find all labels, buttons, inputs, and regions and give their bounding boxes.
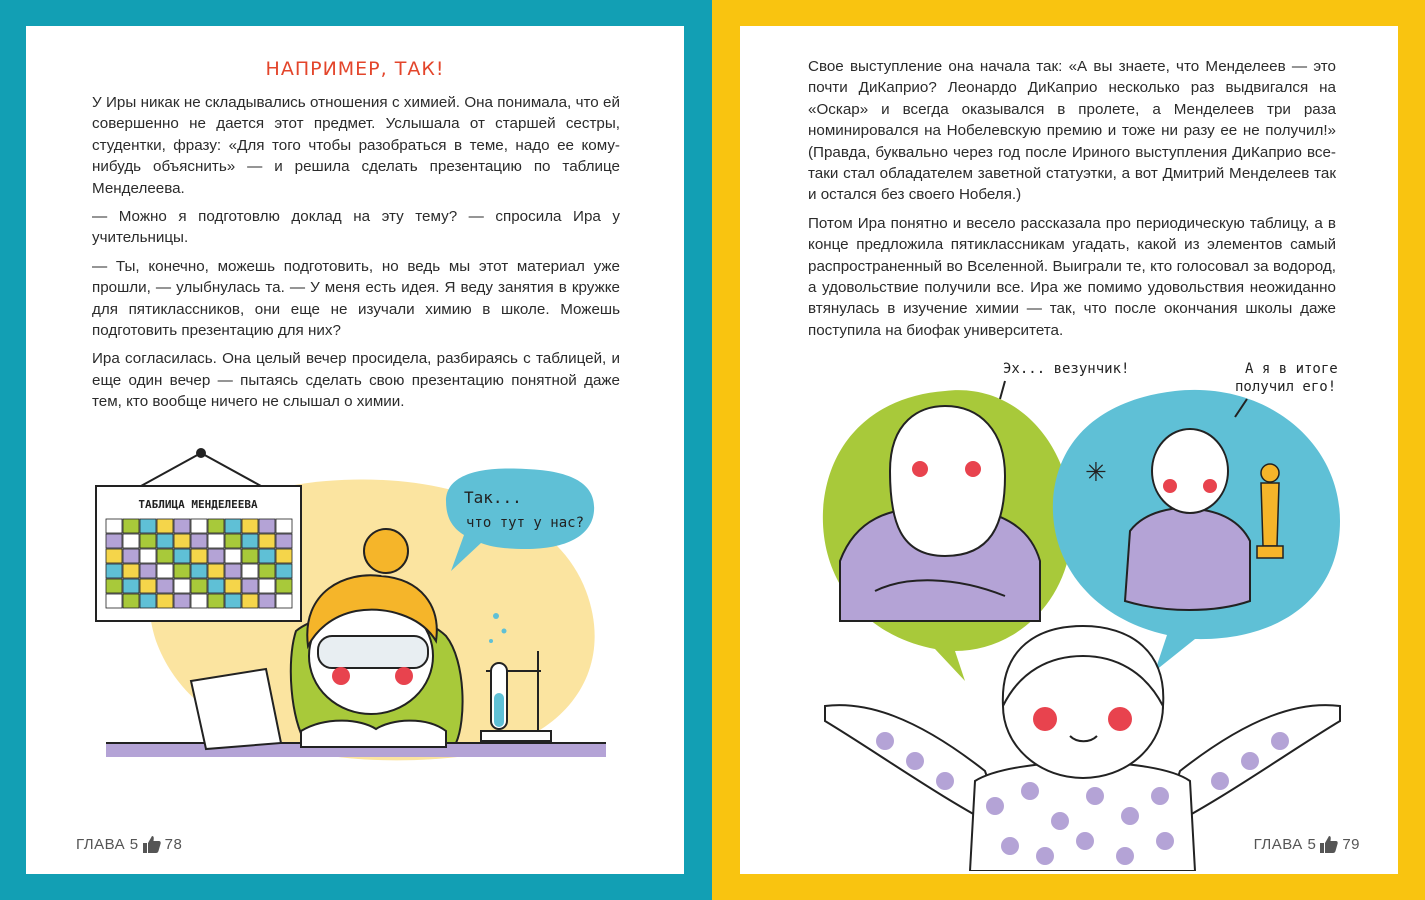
table-cell	[225, 534, 241, 548]
table-cell	[276, 534, 292, 548]
bubble-line-2: что тут у нас?	[466, 515, 585, 531]
table-cell	[242, 519, 258, 533]
table-cell	[276, 519, 292, 533]
table-cell	[157, 519, 173, 533]
table-cell	[259, 549, 275, 563]
paragraph: — Ты, конечно, можешь подготовить, но ведь мы этот материал уже прошли, — улыбнулась та. — У меня есть идея. Я веду занятия в кружке для пятиклассников, они еще не изучали химию в школе. Можешь подготовить презентацию для них?	[92, 257, 620, 340]
table-cell	[208, 564, 224, 578]
polka-dot	[1116, 847, 1134, 865]
paragraph: Потом Ира понятно и весело рассказала про периодическую таблицу, а в конце предложила пятиклассникам угадать, какой из элементов самый распространенный во Вселенной. Выиграли те, кто голосовал за водород, а удовольствие получили все. Ира же помимо удовольствия неожиданно втянулась в изучение химии — так, что после окончания школы даже поступила на биофак университета.	[808, 214, 1336, 339]
table-cell	[276, 564, 292, 578]
cheek	[332, 667, 350, 685]
periodic-table-poster	[96, 448, 301, 621]
left-footer	[76, 834, 182, 854]
table-cell	[259, 534, 275, 548]
table-cell	[191, 534, 207, 548]
paragraph: — Можно я подготовлю доклад на эту тему? — спросила Ира у учительницы.	[92, 208, 620, 247]
cheek	[1203, 479, 1217, 493]
table-cell	[276, 579, 292, 593]
table-cell	[174, 579, 190, 593]
paragraph: Свое выступление она начала так: «А вы знаете, что Менделеев — это почти ДиКаприо? Леонардо ДиКаприо несколько раз выдвигался на «Оскар» и всегда оказывался в пролете, а Менделеев три раза номинировался на Нобелевскую премию и тоже ни разу ее не получил!» (Правда, буквально через год после Ириного выступления ДиКаприо все-таки стал обладателем заветной статуэтки, а вот Дмитрий Менделеев так и остался без своего Нобеля.)	[808, 58, 1336, 204]
page-heading: НАПРИМЕР, ТАК!	[265, 58, 445, 80]
chapter-label: ГЛАВА 5	[1253, 835, 1317, 853]
polka-dot	[1271, 732, 1289, 750]
polka-dot	[1036, 847, 1054, 865]
dicaprio-body	[1125, 508, 1250, 610]
table-cell	[123, 579, 139, 593]
table-cell	[225, 594, 241, 608]
caption-lucky: Эх... везунчик!	[1003, 361, 1130, 377]
table-cell	[140, 564, 156, 578]
table-cell	[191, 549, 207, 563]
goggles	[318, 636, 428, 668]
hair-bun	[364, 529, 408, 573]
table-cell	[225, 564, 241, 578]
table-cell	[208, 519, 224, 533]
polka-dot	[906, 752, 924, 770]
table-cell	[157, 549, 173, 563]
polka-dot	[1211, 772, 1229, 790]
polka-dot	[1086, 787, 1104, 805]
polka-dot	[986, 797, 1004, 815]
chapter-label: ГЛАВА 5	[76, 835, 139, 853]
table-cell	[106, 594, 122, 608]
table-cell	[123, 549, 139, 563]
table-cell	[276, 594, 292, 608]
table-cell	[191, 519, 207, 533]
left-body-text	[92, 92, 620, 420]
table-cell	[123, 564, 139, 578]
table-cell	[208, 549, 224, 563]
table-cell	[140, 519, 156, 533]
table-cell	[106, 534, 122, 548]
table-cell	[140, 594, 156, 608]
table-cell	[225, 519, 241, 533]
table-cell	[123, 534, 139, 548]
cheek	[1108, 707, 1132, 731]
cheek	[1033, 707, 1057, 731]
table-cell	[242, 579, 258, 593]
table-cell	[174, 594, 190, 608]
mendeleev-dicaprio-illustration	[795, 351, 1375, 871]
polka-dot	[1001, 837, 1019, 855]
table-cell	[208, 594, 224, 608]
polka-dot	[876, 732, 894, 750]
dicaprio-head	[1152, 429, 1228, 513]
caption-got-it-1: А я в итоге	[1245, 361, 1338, 377]
table-cell	[242, 594, 258, 608]
table-cell	[242, 549, 258, 563]
table-cell	[174, 549, 190, 563]
bubble-line-1: Так...	[464, 488, 522, 507]
table-cell	[174, 519, 190, 533]
paragraph: Ира согласилась. Она целый вечер просидела, разбираясь с таблицей, и еще один вечер — пытаясь сделать свою презентацию понятной даже тем, кто вообще ничего не слышал о химии.	[92, 350, 620, 411]
cheek	[965, 461, 981, 477]
cheek	[1163, 479, 1177, 493]
ira-studying-illustration	[86, 431, 646, 791]
thumbs-up-icon	[142, 834, 162, 854]
table-cell	[157, 594, 173, 608]
left-page	[26, 26, 684, 874]
table-cell	[140, 549, 156, 563]
polka-dot	[936, 772, 954, 790]
page-number: 79	[1342, 835, 1360, 853]
caption-got-it-2: получил его!	[1235, 379, 1337, 395]
table-cell	[174, 564, 190, 578]
table-cell	[106, 564, 122, 578]
table-cell	[259, 564, 275, 578]
table-cell	[123, 594, 139, 608]
table-cell	[106, 519, 122, 533]
table-cell	[259, 594, 275, 608]
paragraph: У Иры никак не складывались отношения с химией. Она понимала, что ей совершенно не дается этот предмет. Услышала от старшей сестры, студентки, фразу: «Для того чтобы разобраться в теме, надо ее кому-нибудь объяснить» — и решила сделать презентацию по таблице Менделеева.	[92, 94, 620, 197]
table-cell	[242, 564, 258, 578]
polka-dot	[1051, 812, 1069, 830]
table-cell	[225, 579, 241, 593]
right-body-text	[808, 56, 1336, 348]
table-cell	[106, 549, 122, 563]
asterisk-icon: ✳	[1085, 458, 1107, 488]
polka-dot	[1156, 832, 1174, 850]
table-cell	[140, 579, 156, 593]
mendeleev-hair	[890, 406, 1005, 556]
polka-dot	[1241, 752, 1259, 770]
table-cell	[140, 534, 156, 548]
polka-dot	[1121, 807, 1139, 825]
polka-dot	[1021, 782, 1039, 800]
table-cell	[157, 534, 173, 548]
table-cell	[191, 579, 207, 593]
table-cell	[157, 564, 173, 578]
polka-dot	[1151, 787, 1169, 805]
cheek	[912, 461, 928, 477]
table-cell	[208, 579, 224, 593]
right-page	[740, 26, 1398, 874]
table-cell	[174, 534, 190, 548]
table-cell	[242, 534, 258, 548]
right-footer	[1254, 834, 1360, 854]
table-cell	[208, 534, 224, 548]
table-cell	[259, 519, 275, 533]
poster-title: ТАБЛИЦА МЕНДЕЛЕЕВА	[138, 498, 258, 511]
table-cell	[191, 594, 207, 608]
table-cell	[106, 579, 122, 593]
table-cell	[157, 579, 173, 593]
table-cell	[123, 519, 139, 533]
page-number: 78	[164, 835, 183, 853]
thumbs-up-icon	[1319, 834, 1339, 854]
polka-dot	[1076, 832, 1094, 850]
table-cell	[259, 579, 275, 593]
cheek	[395, 667, 413, 685]
table-cell	[191, 564, 207, 578]
table-cell	[225, 549, 241, 563]
paper-sheet	[191, 669, 281, 749]
table-cell	[276, 549, 292, 563]
